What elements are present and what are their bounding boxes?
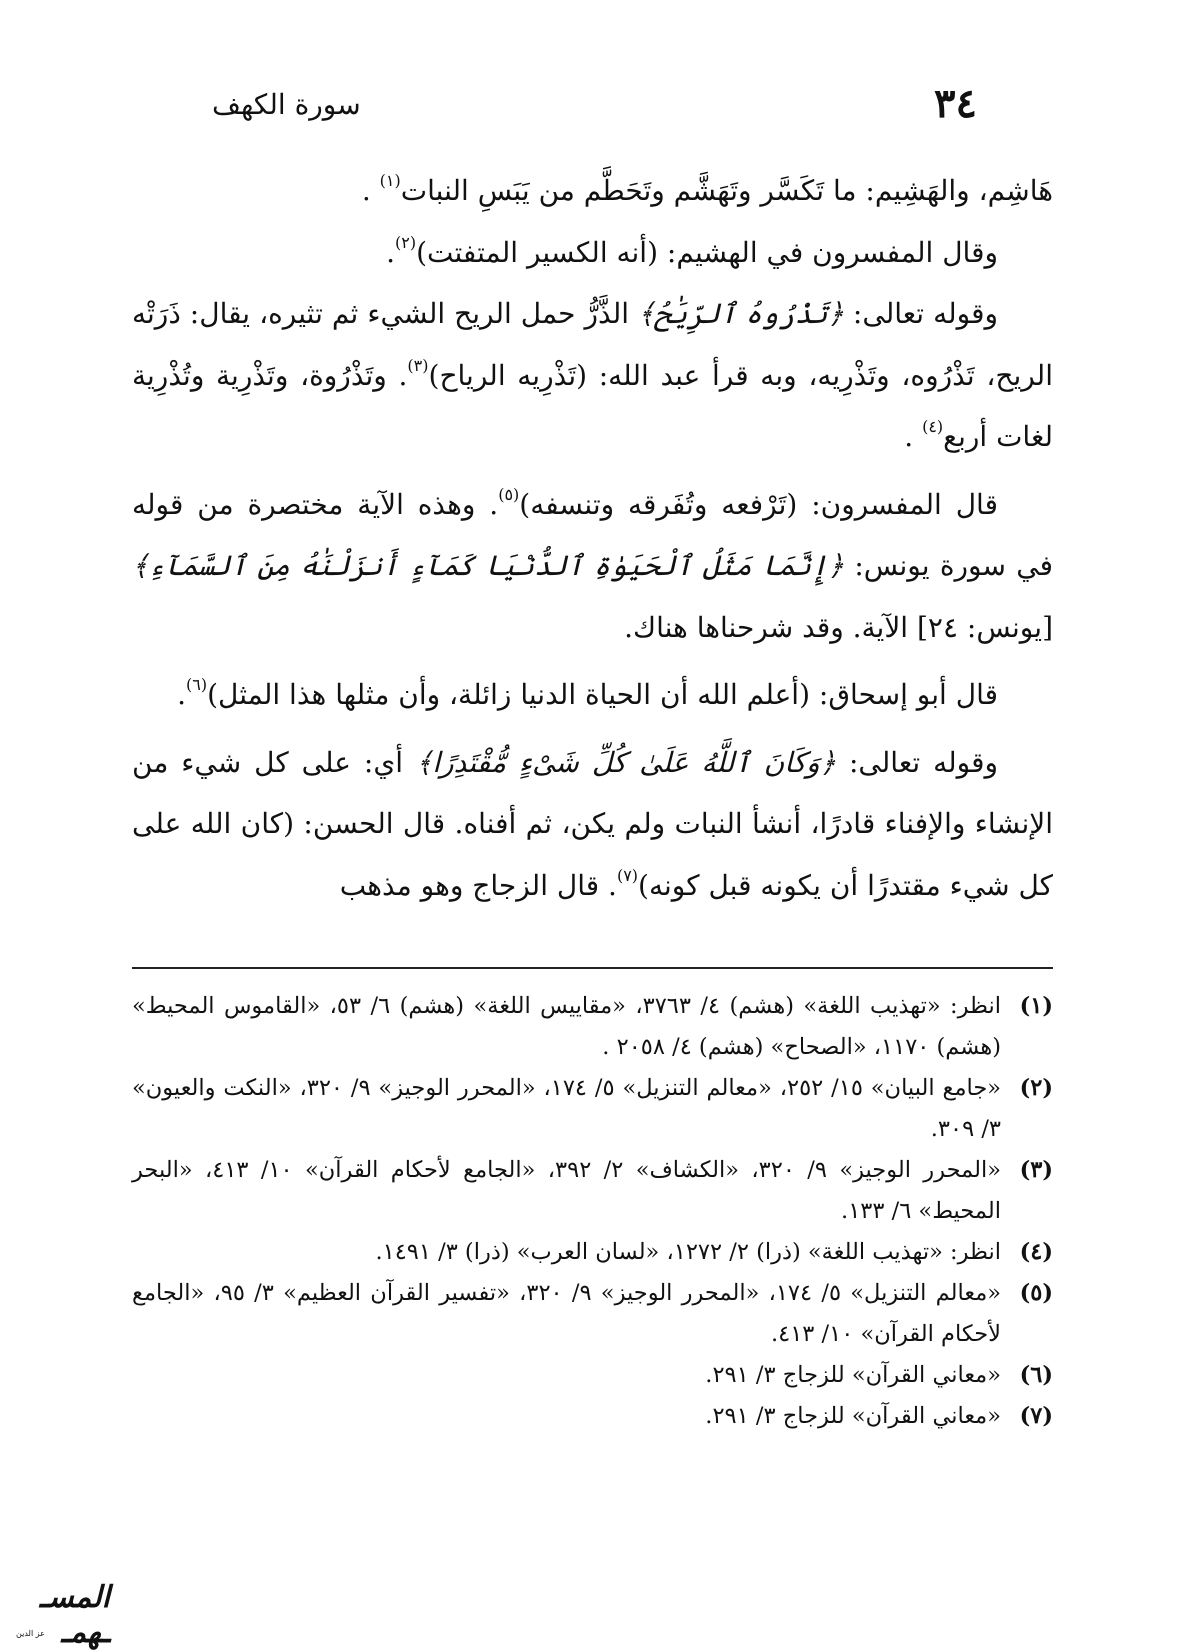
- footnote-ref: (٦): [185, 675, 208, 694]
- library-stamp-logo: [10, 1578, 110, 1650]
- footnote-6: [132, 1355, 1053, 1396]
- surah-title: سورة الكهف: [212, 88, 361, 121]
- footnote-number: (٥): [1019, 1280, 1053, 1306]
- footnote-3: [132, 1150, 1053, 1232]
- text-span: قال أبو إسحاق: (أعلم الله أن الحياة الدنيا زائلة، وأن مثلها هذا المثل): [207, 678, 998, 711]
- footnote-4: [132, 1232, 1053, 1273]
- footnote-text: «معاني القرآن» للزجاج ٣/ ٢٩١.: [705, 1362, 1001, 1388]
- footnote-ref: (٥): [498, 484, 520, 504]
- page-header: [212, 80, 977, 140]
- footnote-text: «جامع البيان» ١٥/ ٢٥٢، «معالم التنزيل» ٥/ ١٧٤، «المحرر الوجيز» ٩/ ٣٢٠، «النكت والعيون» ٣/ ٣٠٩.: [132, 1075, 1002, 1142]
- text-span: . وهذه الآية مختصرة من قوله في سورة يونس:: [132, 487, 1053, 582]
- footnote-text: انظر: «تهذيب اللغة» (ذرا) ٢/ ١٢٧٢، «لسان العرب» (ذرا) ٣/ ١٤٩١.: [375, 1239, 1001, 1265]
- paragraph-2: [132, 222, 1053, 284]
- footnote-7: [132, 1396, 1053, 1437]
- footnote-number: (٢): [1019, 1075, 1053, 1101]
- text-span: .: [177, 678, 186, 711]
- quran-verse: ﴿تَذْرُوهُ ٱلرِّيَٰحُ﴾: [638, 297, 844, 330]
- paragraph-4: [132, 474, 1053, 659]
- footnote-ref: (٢): [394, 232, 417, 252]
- text-span: .: [361, 174, 380, 207]
- stamp-calligraphy: المسـ ـهمـ: [39, 1580, 110, 1650]
- quran-verse: ﴿إِنَّمَا مَثَلُ ٱلْحَيَوٰةِ ٱلدُّنْيَا كَمَآءٍ أَنزَلْنَٰهُ مِنَ ٱلسَّمَآءِ﴾: [132, 549, 845, 582]
- footnote-5: [132, 1273, 1053, 1355]
- text-span: هَاشِم، والهَشِيم: ما تَكَسَّر وتَهَشَّم وتَحَطَّم من يَبَسِ النبات: [400, 174, 1053, 207]
- footnote-number: (٤): [1019, 1239, 1053, 1265]
- footnote-text: «المحرر الوجيز» ٩/ ٣٢٠، «الكشاف» ٢/ ٣٩٢، «الجامع لأحكام القرآن» ١٠/ ٤١٣، «البحر المحيط» ٦/ ١٣٣.: [132, 1157, 1001, 1224]
- footnote-1: [132, 986, 1053, 1068]
- stamp-subtext: عز الدين: [16, 1629, 45, 1638]
- text-span: وقال المفسرون في الهشيم: (أنه الكسير المتفتت): [416, 235, 998, 269]
- main-text: [132, 160, 1053, 916]
- footnote-text: «معاني القرآن» للزجاج ٣/ ٢٩١.: [705, 1403, 1001, 1429]
- text-span: أي: على كل شيء من الإنشاء والإفناء قادرًا، أنشأ النبات ولم يكن، ثم أفناه. قال الحسن: (كان الله على كل شيء مقتدرًا أن يكونه قبل كونه): [132, 745, 1053, 902]
- footnote-ref: (١): [379, 171, 401, 190]
- footnote-number: (٦): [1019, 1362, 1053, 1388]
- text-span: قال المفسرون: (تَرْفعه وتُفَرقه وتنسفه): [519, 487, 998, 521]
- footnote-ref: (٤): [922, 417, 944, 436]
- footnote-text: «معالم التنزيل» ٥/ ١٧٤، «المحرر الوجيز» ٩/ ٣٢٠، «تفسير القرآن العظيم» ٣/ ٩٥، «الجامع لأحكام القرآن» ١٠/ ٤١٣.: [132, 1280, 1002, 1347]
- paragraph-1: [132, 160, 1053, 222]
- footnote-number: (٧): [1019, 1403, 1053, 1429]
- text-span: الذَّرُّ حمل الريح الشيء ثم تثيره، يقال: ذَرَتْه الريح، تَذْرُوه، وتَذْرِيه، وبه قرأ عبد الله: (تَذْرِيه الرياح): [132, 297, 1053, 392]
- page-number: ٣٤: [934, 80, 977, 127]
- paragraph-3: [132, 283, 1053, 468]
- paragraph-6: [132, 732, 1053, 917]
- footnotes: [132, 986, 1053, 1437]
- text-span: .: [386, 235, 395, 269]
- footnote-2: [132, 1068, 1053, 1150]
- footnote-ref: (٧): [616, 865, 639, 885]
- paragraph-5: [132, 664, 1053, 726]
- text-span: وقوله تعالى:: [836, 745, 998, 779]
- text-span: [يونس: ٢٤] الآية. وقد شرحناها هناك.: [624, 610, 1053, 644]
- text-span: . قال الزجاج وهو مذهب: [339, 868, 617, 902]
- footnote-number: (١): [1019, 993, 1053, 1019]
- footnote-ref: (٣): [407, 355, 429, 375]
- footnote-divider: [132, 967, 1053, 969]
- footnote-text: انظر: «تهذيب اللغة» (هشم) ٤/ ٣٧٦٣، «مقاييس اللغة» (هشم) ٦/ ٥٣، «القاموس المحيط» (هشم) ١١٧٠، «الصحاح» (هشم) ٤/ ٢٠٥٨ .: [132, 993, 1002, 1060]
- text-span: وقوله تعالى:: [843, 297, 998, 330]
- footnote-number: (٣): [1019, 1157, 1053, 1183]
- text-span: . وتَذْرُوة، وتَذْرِية وتُذْرِية لغات أربع: [132, 358, 1053, 453]
- quran-verse: ﴿وَكَانَ ٱللَّهُ عَلَىٰ كُلِّ شَىْءٍ مُّقْتَدِرًا﴾: [415, 745, 837, 779]
- text-span: .: [904, 420, 923, 453]
